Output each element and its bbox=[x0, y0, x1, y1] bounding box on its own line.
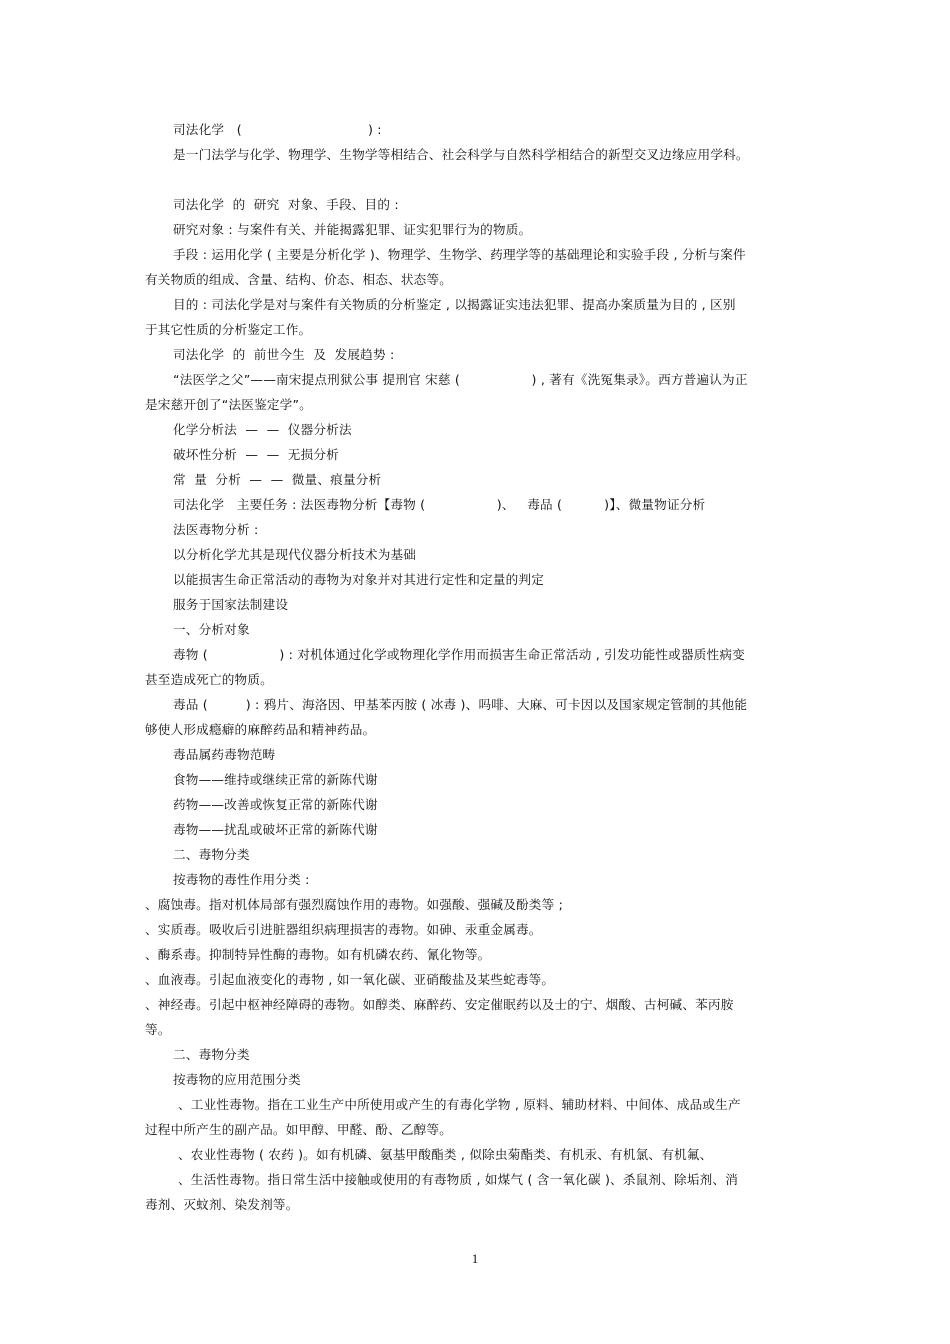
text-line: 服务于国家法制建设 bbox=[173, 597, 289, 612]
text-line: 够使人形成瘾癖的麻醉药品和精神药品。 bbox=[145, 722, 376, 737]
heading-line: 司法化学 的 研究 对象、手段、目的 : bbox=[173, 197, 399, 212]
page-number: 1 bbox=[471, 1251, 479, 1266]
section-heading: 一、分析对象 bbox=[173, 622, 250, 637]
text-line: 等。 bbox=[145, 1022, 171, 1037]
text-line: 食物——维持或继续正常的新陈代谢 bbox=[173, 772, 378, 787]
list-item: 、神经毒。引起中枢神经障碍的毒物。如醇类、麻醉药、安定催眠药以及士的宁、烟酸、古柯碱、苯丙胺 bbox=[145, 997, 734, 1012]
text-line: 过程中所产生的副产品。如甲醇、甲醛、酚、乙醇等。 bbox=[145, 1122, 453, 1137]
text-line: 化学分析法 — — 仪器分析法 bbox=[173, 422, 352, 437]
text-line: 手段 : 运用化学 ( 主要是分析化学 )、物理学、生物学、药理学等的基础理论和实验手段 , 分析与案件 bbox=[173, 247, 746, 262]
list-item: 、腐蚀毒。指对机体局部有强烈腐蚀作用的毒物。如强酸、强碱及酚类等 ; bbox=[145, 897, 564, 912]
text-line: 司法化学 主要任务 : 法医毒物分析【毒物 ( )、 毒品 ( )】、微量物证分析 bbox=[173, 497, 706, 512]
section-heading: 二、毒物分类 bbox=[173, 1047, 250, 1062]
text-line: 毒品属药毒物范畴 bbox=[173, 747, 276, 762]
text-line: 是一门法学与化学、物理学、生物学等相结合、社会科学与自然科学相结合的新型交叉边缘应用学科。 bbox=[173, 147, 749, 162]
text-line: 毒物 ( ) : 对机体通过化学或物理化学作用而损害生命正常活动 , 引发功能性或器质性病变 bbox=[173, 647, 745, 662]
text-line: 常 量 分析 — — 微量、痕量分析 bbox=[173, 472, 382, 487]
text-line: 目的 : 司法化学是对与案件有关物质的分析鉴定 , 以揭露证实违法犯罪、提高办案质量为目的 , 区别 bbox=[173, 297, 736, 312]
text-line: 研究对象 : 与案件有关、并能揭露犯罪、证实犯罪行为的物质。 bbox=[173, 222, 532, 237]
text-line: 药物——改善或恢复正常的新陈代谢 bbox=[173, 797, 378, 812]
text-line: 毒剂、灭蚊剂、染发剂等。 bbox=[145, 1197, 299, 1212]
text-line: 按毒物的应用范围分类 bbox=[173, 1072, 301, 1087]
text-line: 以分析化学尤其是现代仪器分析技术为基础 bbox=[173, 547, 417, 562]
text-line: 甚至造成死亡的物质。 bbox=[145, 672, 273, 687]
list-item: 、生活性毒物。指日常生活中接触或使用的有毒物质 , 如煤气 ( 含一氧化碳 )、杀鼠剂、除垢剂、消 bbox=[178, 1172, 738, 1187]
text-line: 是宋慈开创了“法医鉴定学”。 bbox=[145, 397, 312, 412]
text-line: 有关物质的组成、含量、结构、价态、相态、状态等。 bbox=[145, 272, 453, 287]
list-item: 、工业性毒物。指在工业生产中所使用或产生的有毒化学物 , 原料、辅助材料、中间体、成品或生产 bbox=[178, 1097, 741, 1112]
text-line: 毒品 ( ) : 鸦片、海洛因、甲基苯丙胺 ( 冰毒 )、吗啡、大麻、可卡因以及国家规定管制的其他能 bbox=[173, 697, 748, 712]
list-item: 、实质毒。吸收后引进脏器组织病理损害的毒物。如砷、汞重金属毒。 bbox=[145, 922, 542, 937]
text-line: 以能损害生命正常活动的毒物为对象并对其进行定性和定量的判定 bbox=[173, 572, 545, 587]
list-item: 、血液毒。引起血液变化的毒物 , 如一氧化碳、亚硝酸盐及某些蛇毒等。 bbox=[145, 972, 555, 987]
heading-line: 司法化学 的 前世今生 及 发展趋势 : bbox=[173, 347, 395, 362]
text-line: “法医学之父”——南宋提点刑狱公事 提刑官 宋慈 ( ) , 著有《洗冤集录》。西方普遍认为正 bbox=[173, 372, 748, 387]
section-heading: 二、毒物分类 bbox=[173, 847, 250, 862]
text-line: 毒物——扰乱或破坏正常的新陈代谢 bbox=[173, 822, 378, 837]
heading-line: 法医毒物分析 : bbox=[173, 522, 259, 537]
text-line: 按毒物的毒性作用分类 : bbox=[173, 872, 310, 887]
text-line: 于其它性质的分析鉴定工作。 bbox=[145, 322, 312, 337]
list-item: 、酶系毒。抑制特异性酶的毒物。如有机磷农药、氰化物等。 bbox=[145, 947, 491, 962]
text-line: 破坏性分析 — — 无损分析 bbox=[173, 447, 339, 462]
list-item: 、农业性毒物 ( 农药 )。如有机磷、氨基甲酸酯类 , 似除虫菊酯类、有机汞、有机氯、有机氟、 bbox=[178, 1147, 713, 1162]
title-line: 司法化学 ( ) : bbox=[173, 122, 382, 137]
